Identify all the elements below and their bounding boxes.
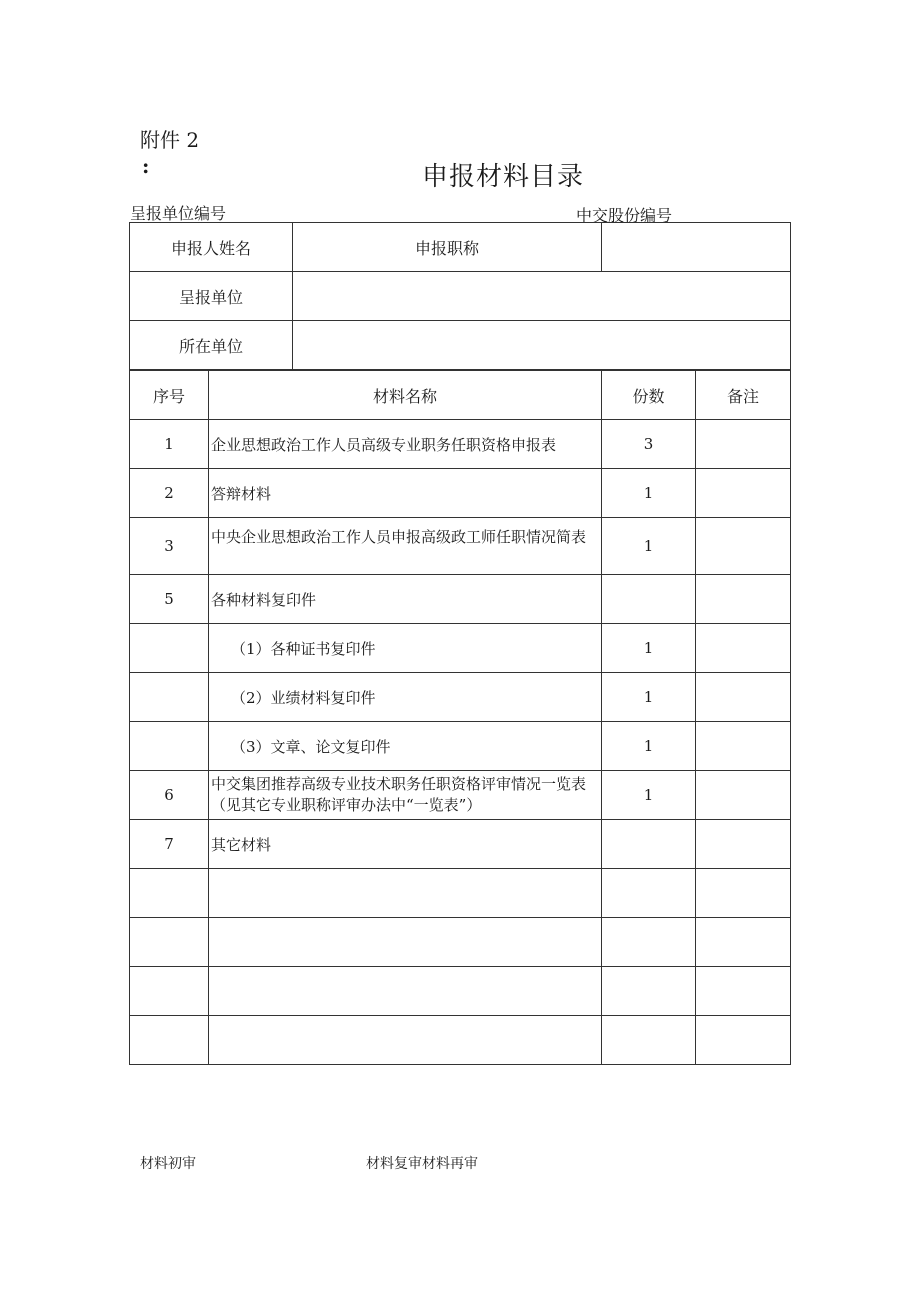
submitting-unit-label: 呈报单位 [130, 272, 293, 321]
row-no [130, 673, 209, 722]
row-count: 1 [602, 771, 696, 820]
table-row [130, 575, 791, 624]
table-row [130, 1016, 791, 1065]
row-name [209, 967, 602, 1016]
initial-review-label: 材料初审 [140, 1156, 196, 1172]
row-count: 3 [602, 420, 696, 469]
table-row [130, 673, 791, 722]
applicant-info-table [129, 222, 791, 370]
second-review-label: 材料复审材料再审 [366, 1156, 478, 1172]
table-row [130, 624, 791, 673]
row-no: 2 [130, 469, 209, 518]
row-name [209, 1016, 602, 1065]
row-name: （3）文章、论文复印件 [209, 722, 602, 771]
table-row [130, 722, 791, 771]
table-row [130, 420, 791, 469]
row-note [696, 469, 791, 518]
current-unit-value-field[interactable] [293, 321, 791, 370]
row-count: 1 [602, 722, 696, 771]
row-note [696, 869, 791, 918]
table-row [130, 771, 791, 820]
table-row [130, 518, 791, 575]
row-count: 1 [602, 469, 696, 518]
column-header-no: 序号 [130, 371, 209, 420]
materials-table [129, 370, 791, 1065]
current-unit-label: 所在单位 [130, 321, 293, 370]
row-count [602, 869, 696, 918]
row-note [696, 624, 791, 673]
row-no: 1 [130, 420, 209, 469]
row-name: 各种材料复印件 [209, 575, 602, 624]
row-name: 企业思想政治工作人员高级专业职务任职资格申报表 [209, 420, 602, 469]
row-count [602, 575, 696, 624]
materials-table-header [130, 371, 791, 420]
row-name [209, 869, 602, 918]
table-row [130, 967, 791, 1016]
row-name: （1）各种证书复印件 [209, 624, 602, 673]
table-row [130, 469, 791, 518]
row-no [130, 722, 209, 771]
attachment-colon: : [142, 154, 150, 178]
row-no: 5 [130, 575, 209, 624]
row-note [696, 771, 791, 820]
submitter-number-label: 呈报单位编号 [130, 204, 227, 223]
row-name: 其它材料 [209, 820, 602, 869]
table-row [130, 820, 791, 869]
table-row [130, 869, 791, 918]
row-name-line-2: （见其它专业职称评审办法中“一览表”） [211, 796, 482, 814]
row-count: 1 [602, 673, 696, 722]
row-no: 3 [130, 518, 209, 575]
row-name: （2）业绩材料复印件 [209, 673, 602, 722]
column-header-count: 份数 [602, 371, 696, 420]
row-name [209, 918, 602, 967]
title-value-field[interactable] [602, 223, 791, 272]
row-note [696, 722, 791, 771]
row-name: 答辩材料 [209, 469, 602, 518]
page-title: 申报材料目录 [422, 162, 585, 192]
row-note [696, 820, 791, 869]
row-no [130, 869, 209, 918]
table-row [130, 918, 791, 967]
row-count [602, 918, 696, 967]
row-no: 6 [130, 771, 209, 820]
row-note [696, 420, 791, 469]
row-note [696, 518, 791, 575]
row-count [602, 967, 696, 1016]
row-no [130, 624, 209, 673]
row-no: 7 [130, 820, 209, 869]
row-note [696, 673, 791, 722]
row-note [696, 575, 791, 624]
attachment-label: 附件 2 [140, 128, 200, 152]
row-note [696, 967, 791, 1016]
title-label: 申报职称 [293, 223, 602, 272]
applicant-name-label: 申报人姓名 [130, 223, 293, 272]
column-header-note: 备注 [696, 371, 791, 420]
row-note [696, 1016, 791, 1065]
row-name-line-1: 中交集团推荐高级专业技术职务任职资格评审情况一览表 [211, 775, 587, 793]
company-number-label: 中交股份编号 [576, 206, 673, 225]
row-count [602, 1016, 696, 1065]
submitting-unit-value-field[interactable] [293, 272, 791, 321]
row-name [209, 771, 602, 820]
row-no [130, 1016, 209, 1065]
row-count: 1 [602, 624, 696, 673]
row-no [130, 967, 209, 1016]
row-no [130, 918, 209, 967]
column-header-name: 材料名称 [209, 371, 602, 420]
row-count [602, 820, 696, 869]
row-note [696, 918, 791, 967]
row-name: 中央企业思想政治工作人员申报高级政工师任职情况简表 [209, 518, 602, 575]
row-count: 1 [602, 518, 696, 575]
